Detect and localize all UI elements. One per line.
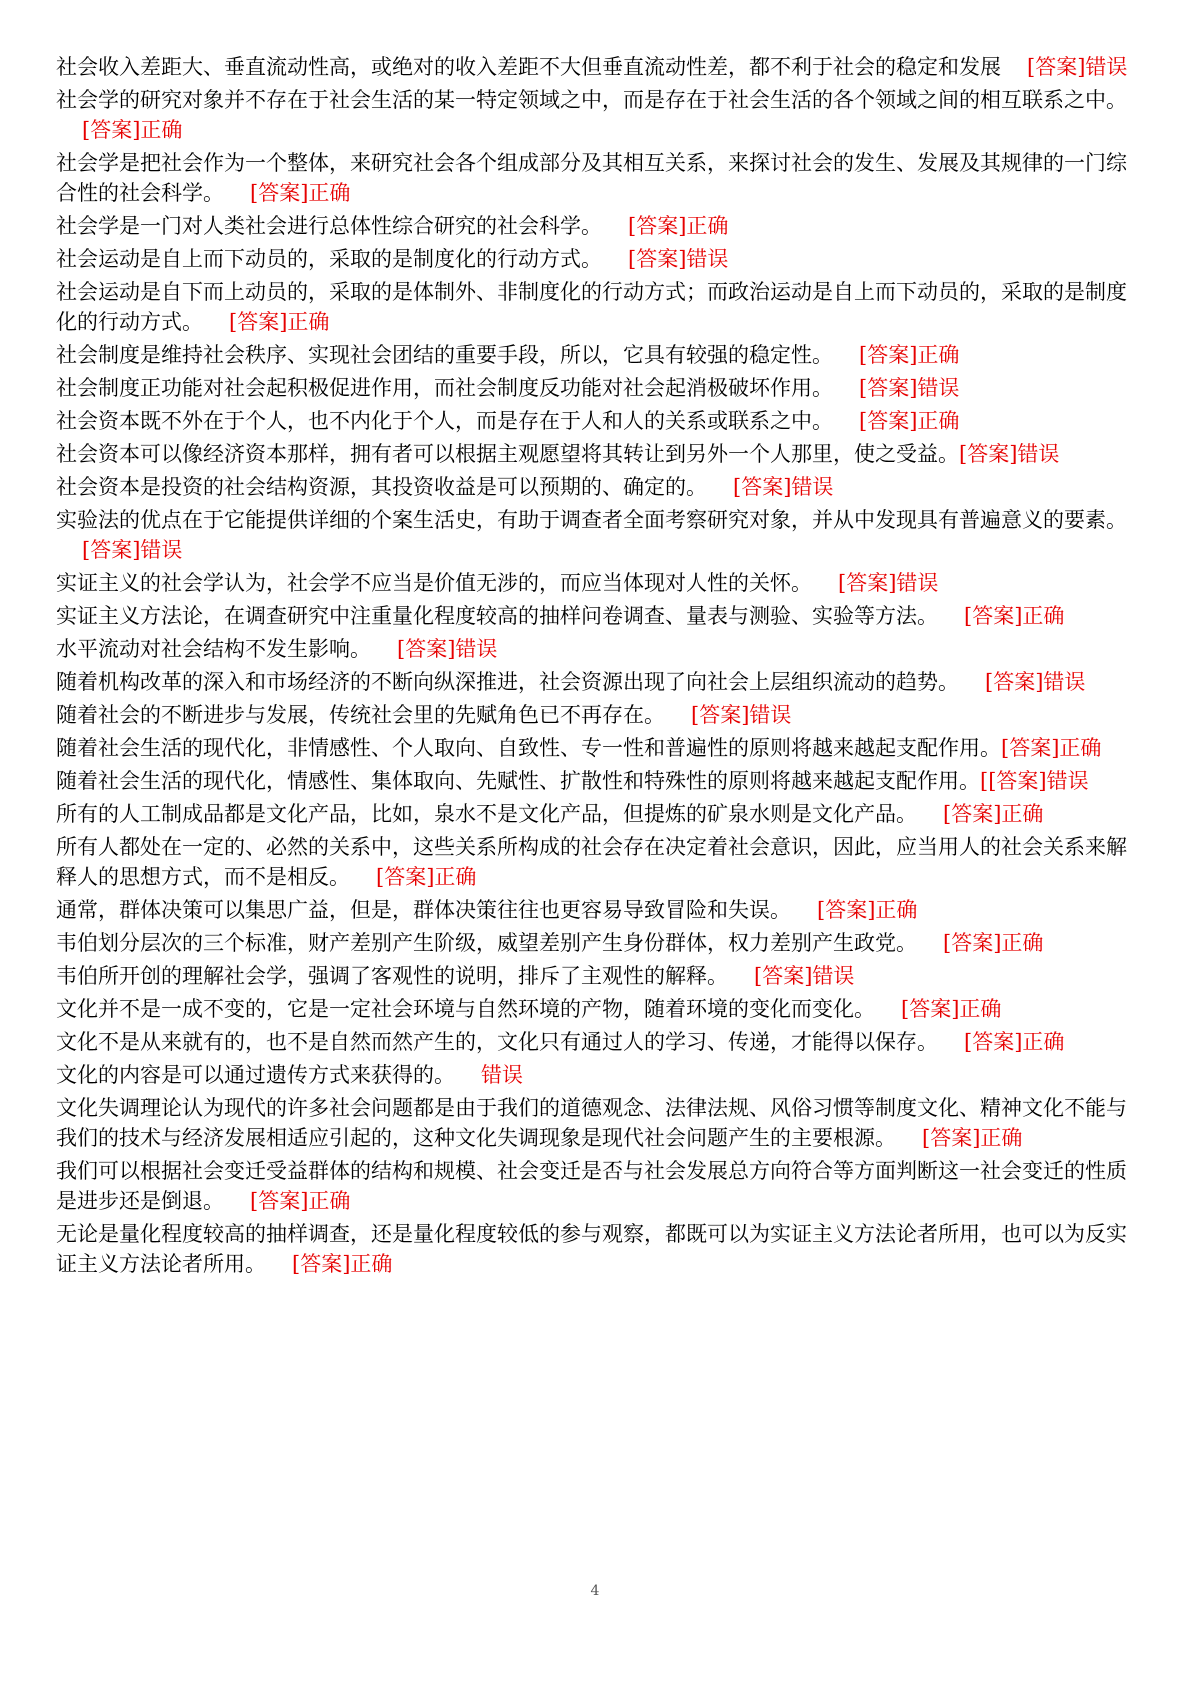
question-text: 社会运动是自上而下动员的，采取的是制度化的行动方式。 <box>56 247 602 271</box>
question-text: 韦伯划分层次的三个标准，财产差别产生阶级，威望差别产生身份群体，权力差别产生政党。 <box>56 931 917 955</box>
question-item <box>56 568 1138 598</box>
question-item <box>56 373 1138 403</box>
answer-label: [答案]错误 <box>733 475 834 499</box>
answer-label: [答案]错误 <box>838 571 939 595</box>
question-item <box>56 994 1138 1024</box>
question-item <box>56 244 1138 274</box>
question-item <box>56 439 1138 469</box>
question-item <box>56 472 1138 502</box>
question-text: 社会资本可以像经济资本那样，拥有者可以根据主观愿望将其转让到另外一个人那里，使之受益。 <box>56 442 959 466</box>
question-text: 无论是量化程度较高的抽样调查，还是量化程度较低的参与观察，都既可以为实证主义方法论者所用，也可以为反实证主义方法论者所用。 <box>56 1222 1127 1276</box>
question-item <box>56 667 1138 697</box>
question-item <box>56 1093 1138 1153</box>
question-text: 随着社会生活的现代化，非情感性、个人取向、自致性、专一性和普遍性的原则将越来越起支配作用。 <box>56 736 1001 760</box>
answer-label: [[答案]错误 <box>980 769 1089 793</box>
answer-label: [答案]错误 <box>691 703 792 727</box>
question-text: 通常，群体决策可以集思广益，但是，群体决策往往也更容易导致冒险和失误。 <box>56 898 791 922</box>
question-text: 随着社会的不断进步与发展，传统社会里的先赋角色已不再存在。 <box>56 703 665 727</box>
answer-label: [答案]错误 <box>859 376 960 400</box>
question-text: 随着社会生活的现代化，情感性、集体取向、先赋性、扩散性和特殊性的原则将越来越起支配作用。 <box>56 769 980 793</box>
question-item <box>56 1156 1138 1216</box>
answer-label: [答案]错误 <box>397 637 498 661</box>
question-item <box>56 832 1138 892</box>
question-text: 社会制度是维持社会秩序、实现社会团结的重要手段，所以，它具有较强的稳定性。 <box>56 343 833 367</box>
question-text: 文化不是从来就有的，也不是自然而然产生的，文化只有通过人的学习、传递，才能得以保存。 <box>56 1030 938 1054</box>
answer-label: [答案]正确 <box>817 898 918 922</box>
question-text: 随着机构改革的深入和市场经济的不断向纵深推进，社会资源出现了向社会上层组织流动的趋势。 <box>56 670 959 694</box>
answer-label: [答案]正确 <box>1001 736 1102 760</box>
answer-label: [答案]正确 <box>628 214 729 238</box>
question-item <box>56 148 1138 208</box>
answer-label: [答案]正确 <box>82 118 183 142</box>
page-number: 4 <box>590 1583 600 1599</box>
question-text: 所有人都处在一定的、必然的关系中，这些关系所构成的社会存在决定着社会意识，因此，应当用人的社会关系来解释人的思想方式，而不是相反。 <box>56 835 1127 889</box>
question-text: 文化并不是一成不变的，它是一定社会环境与自然环境的产物，随着环境的变化而变化。 <box>56 997 875 1021</box>
question-text: 实证主义的社会学认为，社会学不应当是价值无涉的，而应当体现对人性的关怀。 <box>56 571 812 595</box>
question-item <box>56 505 1138 565</box>
question-item <box>56 700 1138 730</box>
answer-label: [答案]错误 <box>985 670 1086 694</box>
answer-label: [答案]正确 <box>964 1030 1065 1054</box>
question-item <box>56 211 1138 241</box>
question-text: 社会资本既不外在于个人，也不内化于个人，而是存在于人和人的关系或联系之中。 <box>56 409 833 433</box>
question-text: 社会资本是投资的社会结构资源，其投资收益是可以预期的、确定的。 <box>56 475 707 499</box>
answer-label: [答案]正确 <box>922 1126 1023 1150</box>
answer-label: [答案]正确 <box>292 1252 393 1276</box>
answer-label: [答案]错误 <box>628 247 729 271</box>
answer-label: 错误 <box>481 1063 523 1087</box>
question-item <box>56 406 1138 436</box>
question-item <box>56 766 1138 796</box>
question-text: 我们可以根据社会变迁受益群体的结构和规模、社会变迁是否与社会发展总方向符合等方面判断这一社会变迁的性质是进步还是倒退。 <box>56 1159 1127 1213</box>
question-item <box>56 928 1138 958</box>
answer-label: [答案]正确 <box>250 1189 351 1213</box>
answer-label: [答案]正确 <box>859 409 960 433</box>
question-text: 实证主义方法论，在调查研究中注重量化程度较高的抽样问卷调查、量表与测验、实验等方法。 <box>56 604 938 628</box>
answer-label: [答案]错误 <box>82 538 183 562</box>
answer-label: [答案]正确 <box>943 931 1044 955</box>
question-text: 社会运动是自下而上动员的，采取的是体制外、非制度化的行动方式；而政治运动是自上而下动员的，采取的是制度化的行动方式。 <box>56 280 1127 334</box>
question-text: 水平流动对社会结构不发生影响。 <box>56 637 371 661</box>
question-item <box>56 1060 1138 1090</box>
answer-label: [答案]正确 <box>250 181 351 205</box>
question-text: 社会制度正功能对社会起积极促进作用，而社会制度反功能对社会起消极破坏作用。 <box>56 376 833 400</box>
question-item <box>56 277 1138 337</box>
question-item <box>56 52 1138 82</box>
question-item <box>56 1219 1138 1279</box>
question-text: 韦伯所开创的理解社会学，强调了客观性的说明，排斥了主观性的解释。 <box>56 964 728 988</box>
answer-label: [答案]正确 <box>964 604 1065 628</box>
question-text: 社会学是把社会作为一个整体，来研究社会各个组成部分及其相互关系，来探讨社会的发生、发展及其规律的一门综合性的社会科学。 <box>56 151 1127 205</box>
question-item <box>56 340 1138 370</box>
answer-label: [答案]正确 <box>376 865 477 889</box>
answer-label: [答案]正确 <box>943 802 1044 826</box>
answer-label: [答案]正确 <box>901 997 1002 1021</box>
question-item <box>56 799 1138 829</box>
question-text: 社会学是一门对人类社会进行总体性综合研究的社会科学。 <box>56 214 602 238</box>
question-item <box>56 895 1138 925</box>
answer-label: [答案]错误 <box>1027 55 1128 79</box>
question-text: 所有的人工制成品都是文化产品，比如，泉水不是文化产品，但提炼的矿泉水则是文化产品。 <box>56 802 917 826</box>
question-text: 实验法的优点在于它能提供详细的个案生活史，有助于调查者全面考察研究对象，并从中发现具有普遍意义的要素。 <box>56 508 1127 532</box>
question-item <box>56 601 1138 631</box>
question-item <box>56 1027 1138 1057</box>
question-item <box>56 961 1138 991</box>
question-text: 文化失调理论认为现代的许多社会问题都是由于我们的道德观念、法律法规、风俗习惯等制度文化、精神文化不能与我们的技术与经济发展相适应引起的，这种文化失调现象是现代社会问题产生的主要根源。 <box>56 1096 1127 1150</box>
answer-label: [答案]正确 <box>229 310 330 334</box>
question-text: 社会学的研究对象并不存在于社会生活的某一特定领域之中，而是存在于社会生活的各个领域之间的相互联系之中。 <box>56 88 1127 112</box>
question-item <box>56 634 1138 664</box>
question-list <box>56 52 1138 1282</box>
question-item <box>56 85 1138 145</box>
question-text: 社会收入差距大、垂直流动性高，或绝对的收入差距不大但垂直流动性差，都不利于社会的稳定和发展 <box>56 55 1001 79</box>
question-text: 文化的内容是可以通过遗传方式来获得的。 <box>56 1063 455 1087</box>
question-item <box>56 733 1138 763</box>
answer-label: [答案]正确 <box>859 343 960 367</box>
answer-label: [答案]错误 <box>754 964 855 988</box>
answer-label: [答案]错误 <box>959 442 1060 466</box>
